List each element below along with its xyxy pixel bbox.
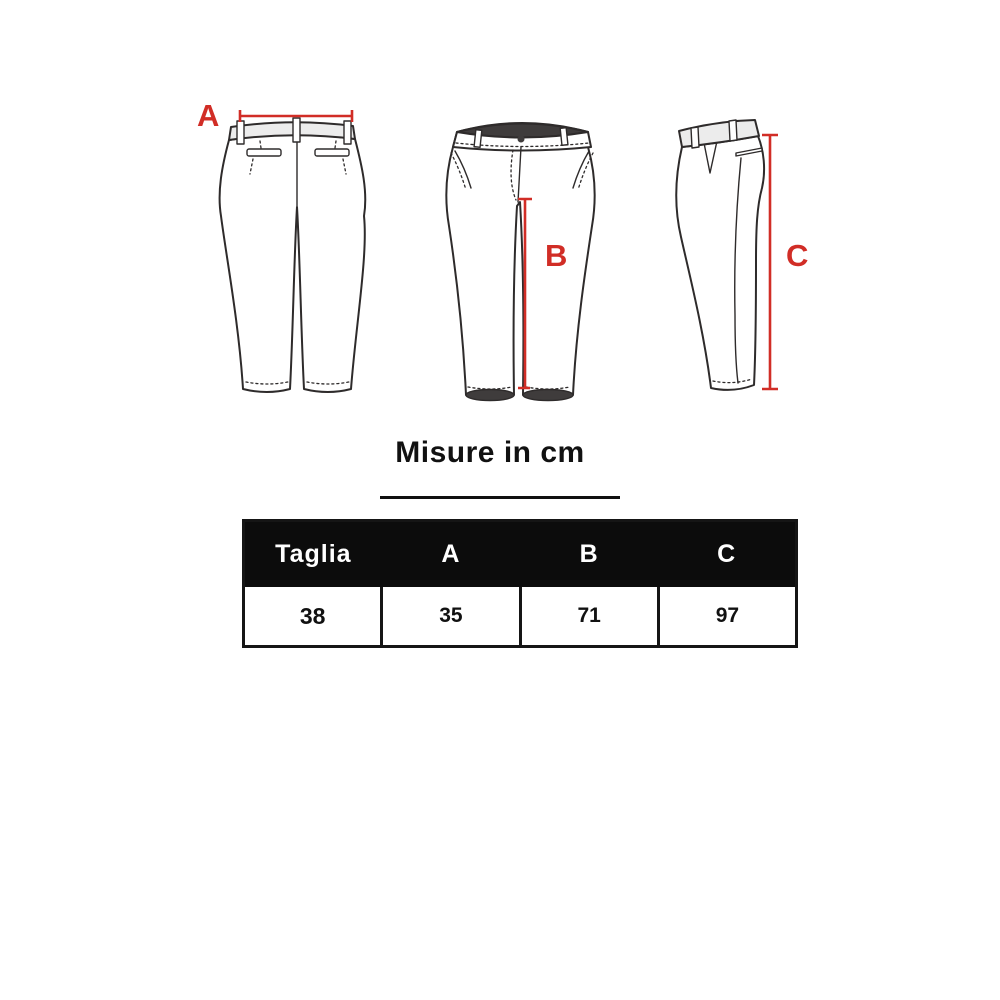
pants-side-outline [676,120,764,390]
pants-front-outline [446,123,595,401]
column-header-a: A [382,521,520,588]
belt-loop [344,121,351,144]
column-header-b: B [520,521,658,588]
belt-loop [474,130,482,148]
hem-opening [466,390,514,401]
column-header-taglia: Taglia [244,521,382,588]
table-row [244,587,797,647]
pants-back-outline [220,118,366,392]
title-underline [380,496,620,499]
column-header-c: C [658,521,796,588]
size-table-header-row [244,521,797,588]
measurement-label-b: B [545,238,568,273]
back-pocket [247,149,281,156]
back-pocket [315,149,349,156]
cell-b: 71 [520,587,658,647]
cell-c: 97 [658,587,796,647]
cell-a: 35 [382,587,520,647]
belt-loop [560,128,568,146]
button [518,136,525,143]
belt-loop [729,120,737,141]
pants-back-view-diagram [195,95,380,410]
belt-loop [237,121,244,144]
pants-front-view-diagram [430,100,610,415]
belt-loop [293,118,300,142]
measurement-label-c: C [786,238,809,273]
cell-taglia: 38 [244,587,382,647]
size-table [242,519,798,648]
page-title: Misure in cm [395,436,585,469]
belt-loop [691,127,699,148]
hem-opening [523,390,573,401]
measurement-label-a: A [197,98,220,133]
